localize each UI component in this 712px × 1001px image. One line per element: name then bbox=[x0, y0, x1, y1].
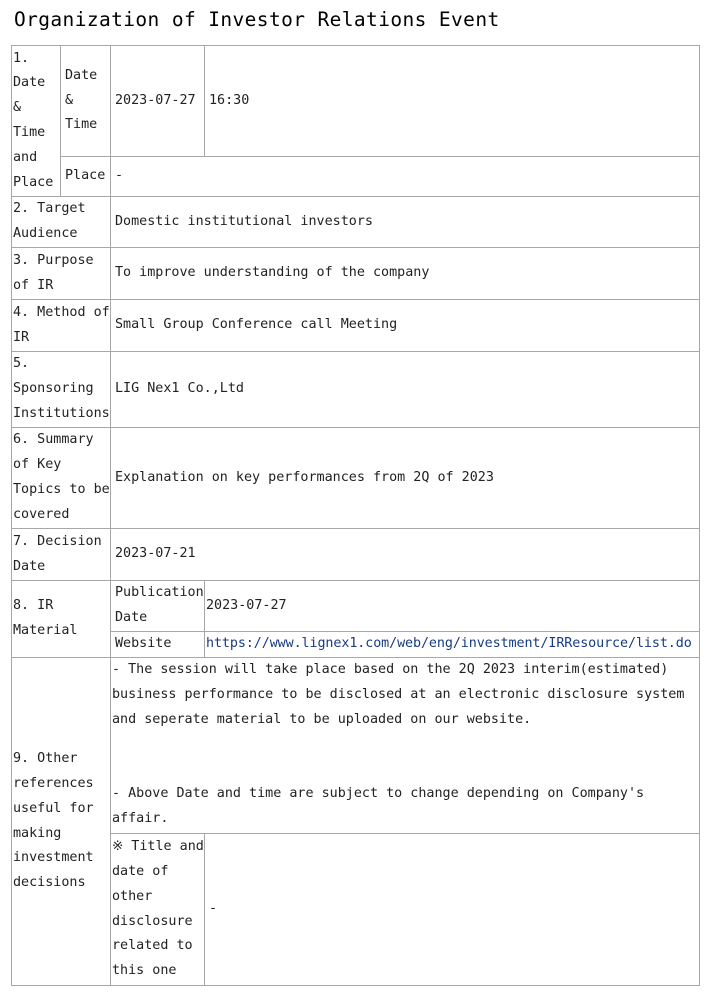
other-notes bbox=[111, 658, 700, 834]
row-label-decision: 7. Decision Date bbox=[12, 529, 111, 581]
row-label-date-place: 1. Date & Time and Place bbox=[12, 46, 61, 197]
target-value: Domestic institutional investors bbox=[111, 197, 700, 248]
page-title: Organization of Investor Relations Event bbox=[14, 8, 500, 31]
row-label-target: 2. Target Audience bbox=[12, 197, 111, 248]
table-row-related bbox=[12, 834, 700, 986]
decision-date: 2023-07-21 bbox=[111, 529, 700, 581]
table-row-website bbox=[12, 632, 700, 658]
publication-date: 2023-07-27 bbox=[205, 581, 700, 632]
datetime-label: Date & Time bbox=[61, 46, 111, 157]
related-disclosure-value: - bbox=[205, 834, 700, 986]
row-label-sponsor: 5. Sponsoring Institutions bbox=[12, 352, 111, 428]
publication-label: Publication Date bbox=[111, 581, 205, 632]
table-row-publication bbox=[12, 581, 700, 632]
event-date: 2023-07-27 bbox=[111, 46, 205, 157]
row-label-purpose: 3. Purpose of IR bbox=[12, 248, 111, 300]
place-label: Place bbox=[61, 157, 111, 197]
table-row-purpose bbox=[12, 248, 700, 300]
event-time: 16:30 bbox=[205, 46, 700, 157]
website-cell bbox=[205, 632, 700, 658]
summary-value: Explanation on key performances from 2Q of 2023 bbox=[111, 428, 700, 529]
row-label-material: 8. IR Material bbox=[12, 581, 111, 658]
purpose-value: To improve understanding of the company bbox=[111, 248, 700, 300]
table-row-decision bbox=[12, 529, 700, 581]
sponsor-value: LIG Nex1 Co.,Ltd bbox=[111, 352, 700, 428]
table-row-other bbox=[12, 658, 700, 834]
table-row-sponsor bbox=[12, 352, 700, 428]
row-label-other: 9. Other references useful for making investment decisions bbox=[12, 658, 111, 986]
row-label-method: 4. Method of IR bbox=[12, 300, 111, 352]
table-row-place bbox=[12, 157, 700, 197]
website-link[interactable]: https://www.lignex1.com/web/eng/investment/IRResource/list.do bbox=[206, 636, 692, 652]
table-row-method bbox=[12, 300, 700, 352]
table-row-summary bbox=[12, 428, 700, 529]
other-note-session: - The session will take place based on the 2Q 2023 interim(estimated) business performance to be disclosed at an electronic disclosure system and seperate material to be uploaded on our website. bbox=[112, 662, 685, 727]
disclosure-table bbox=[11, 45, 700, 986]
place-value: - bbox=[111, 157, 700, 197]
related-disclosure-label: ※ Title and date of other disclosure related to this one bbox=[111, 834, 205, 986]
method-value: Small Group Conference call Meeting bbox=[111, 300, 700, 352]
table-row-target bbox=[12, 197, 700, 248]
other-note-change: - Above Date and time are subject to change depending on Company's affair. bbox=[112, 786, 645, 827]
website-label: Website bbox=[111, 632, 205, 658]
row-label-summary: 6. Summary of Key Topics to be covered bbox=[12, 428, 111, 529]
table-row-date-time bbox=[12, 46, 700, 157]
